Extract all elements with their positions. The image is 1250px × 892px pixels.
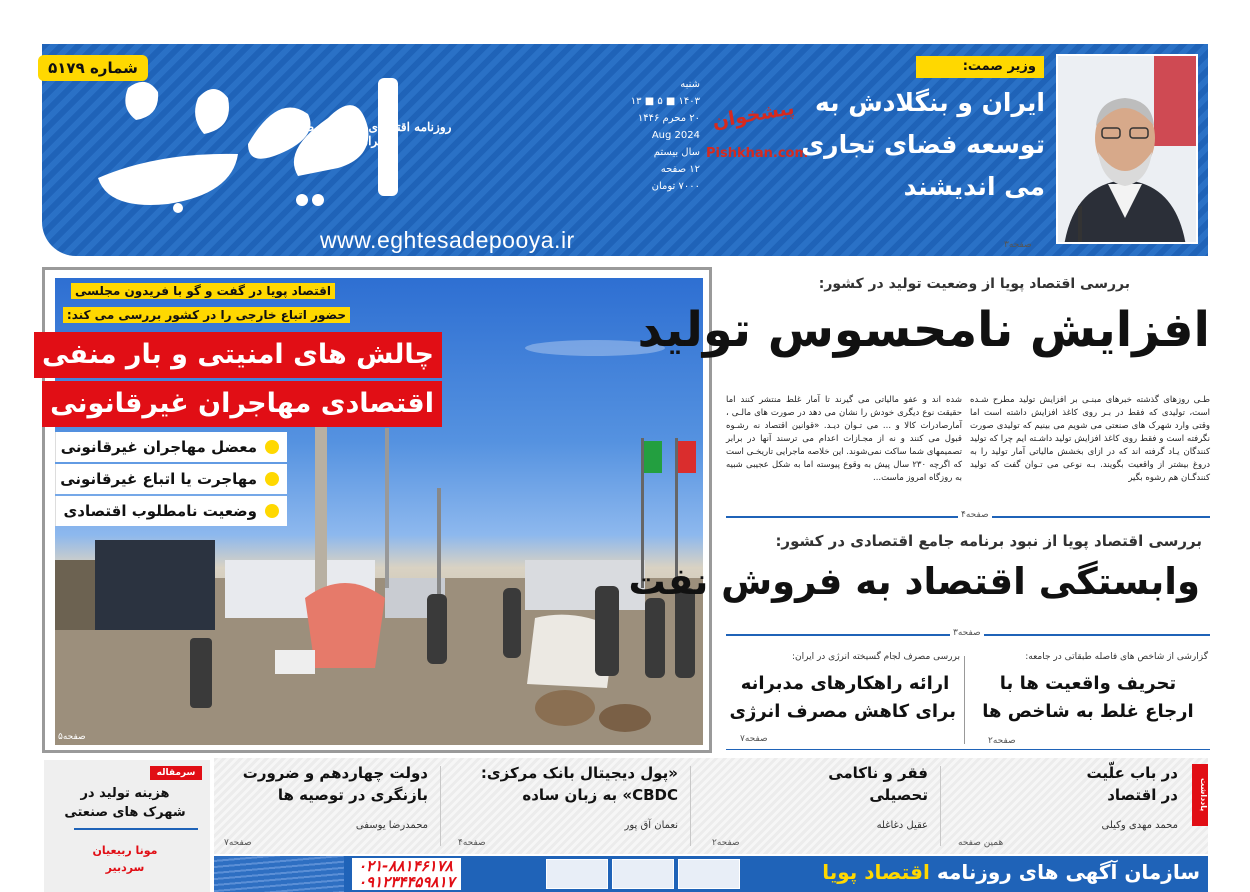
second-headline[interactable]: وابستگی اقتصاد به فروش نفت (628, 560, 1200, 603)
masthead-kicker: وزیر صمت: (916, 56, 1044, 78)
newspaper-thumbnail-icon (678, 859, 740, 889)
editorial-title-line: هزینه تولید در (80, 786, 170, 801)
logo-text: اقتصاد پویا (265, 163, 271, 164)
lead-body-left: شده اند و عفو مالیاتی می گیرند تا آمار غلط منتشر کنند اما حقیقت نوع دیگری خودش را نشان می دهد در صورت های مالـی ، آمارصادرات کالا و ... می تـوان دیـد. «قوانین اقتصاد نه رشـوه قبول می کنند و نه از مجـازات اعدام می ترسند آنها در برابر تصمیمهای شما ساکت نمی‌شوند. این خلاصه ماجرایی تاریخـی است که اگرچه ۲۳۰ سال پیش به وقوع پیوسته اما به شکل عجیبی شبیه به روزگاه امروز ماست... (726, 395, 963, 483)
lead-body-right: طـی روزهای گذشته خبرهای مبنـی بر افزایش تولید مطرح شـده است، تولیدی که فقط در بـر روی کاغذ افزایش داشته است اما وقتی وارد شهرک های صنعتی می شویم می بینیم که تولیدی صورت نگرفته است و فقط روی کاغذ افزایش تولید داشـته ایم چرا که تولید کنندگان یـاد گرفته اند که در ازای بخشش مالیاتی آمار تولید را به دروغ بیشتر از واقعیت بگویند. بـه نوعی می تـوان گفت که تولید کنندگـان هم رشوه بگیر (970, 395, 1210, 483)
masthead-headline[interactable] (760, 82, 1045, 208)
minister-photo (1056, 54, 1198, 244)
ad-brand: اقتصاد پویا (822, 860, 930, 884)
ad-phone-line: ۰۲۱-۸۸۱۴۶۱۷۸ (358, 857, 453, 875)
bullet-dot-icon (265, 504, 279, 518)
column-separator (940, 766, 941, 846)
note-title-line: بازنگری در توصیه ها (277, 786, 428, 804)
feature-headline-line[interactable]: اقتصادی مهاجران غیرقانونی (42, 381, 442, 427)
date-box (630, 76, 700, 195)
second-kicker: بررسی اقتصاد پویا از نبود برنامه جامع اقتصادی در کشور: (775, 532, 1202, 550)
note-title-line: در باب علّیت (1086, 764, 1178, 782)
date-weekday: شنبه (680, 79, 700, 90)
sub-left-headline-line: برای کاهش مصرف انرژی (729, 701, 956, 722)
note-title-line: دولت چهاردهم و ضرورت (242, 764, 428, 782)
masthead-headline-line: ایران و بنگلادش به (814, 88, 1045, 117)
column-separator (690, 766, 691, 846)
ad-phone-line: ۰۹۱۲۳۴۴۵۹۸۱۷ (358, 873, 455, 891)
editorial-author (50, 842, 200, 876)
date-gregorian: 2024 Aug (651, 130, 700, 141)
ad-banner[interactable] (214, 856, 1208, 892)
note-title[interactable] (828, 762, 928, 806)
page-ref: صفحه۳ (950, 628, 984, 638)
feature-kicker-line: اقتصاد پویا در گفت و گو با فریدون مجلسی (71, 283, 335, 299)
page-ref: همین صفحه (958, 838, 1004, 848)
newspaper-thumbnail-icon (612, 859, 674, 889)
bullet-dot-icon (265, 472, 279, 486)
page-ref: صفحه۷ (224, 838, 252, 848)
note-author: عقیل دغاغله (876, 820, 928, 831)
page-ref: صفحه۲ (988, 736, 1016, 746)
date-solar: ۱۴۰۳ ■ ۵ ■ ۱۳ (630, 96, 700, 107)
feature-headline-line[interactable]: چالش های امنیتی و بار منفی (34, 332, 442, 378)
column-separator (964, 656, 965, 744)
page-ref: صفحه۲ (712, 838, 740, 848)
feature-bullet (55, 432, 287, 462)
newspaper-thumbnail-icon (546, 859, 608, 889)
note-title-line: «پول دیجیتال بانک مرکزی: (480, 764, 678, 782)
issue-number: شماره ۵۱۷۹ (38, 55, 148, 81)
sub-right-headline[interactable] (980, 670, 1196, 726)
bullet-text: مهاجرت یا اتباع غیرقانونی (60, 470, 257, 488)
website-url[interactable]: www.eghtesadepooya.ir (320, 227, 575, 253)
editorial-tag: سرمقاله (150, 766, 202, 780)
page-ref: صفحه۳ (1004, 240, 1032, 250)
masthead-headline-line: توسعه فضای تجاری (801, 130, 1045, 159)
notes-tag: یادداشت (1192, 764, 1208, 826)
masthead-headline-line: می اندیشند (903, 172, 1045, 201)
divider (74, 828, 198, 830)
bullet-text: وضعیت نامطلوب اقتصادی (63, 502, 257, 520)
sub-left-headline-line: ارائه راهکارهای مدبرانه (740, 673, 950, 694)
editorial-title-line: شهرک های صنعتی (64, 805, 186, 820)
sub-right-headline-line: تحریف واقعیت ها با (999, 673, 1177, 694)
tagline: روزنامه اقتصادی، اجتماعی صبح ایران (292, 120, 452, 148)
editorial-title (50, 784, 200, 822)
bullet-text: معضل مهاجران غیرقانونی (60, 438, 257, 456)
sub-left-headline[interactable] (729, 670, 956, 726)
price: ۷۰۰۰ تومان (651, 181, 700, 192)
ad-decoration (214, 856, 344, 892)
volume-year: سال بیستم (653, 147, 700, 158)
note-title[interactable] (481, 762, 678, 806)
note-title-line: CBDC» به زبان ساده (522, 786, 678, 804)
date-lunar: ۲۰ محرم ۱۴۴۶ (637, 113, 700, 124)
ad-prefix: سازمان آگهی های روزنامه (936, 860, 1200, 884)
page-count: ۱۲ صفحه (660, 164, 700, 175)
column-separator (440, 766, 441, 846)
ad-phone-numbers (352, 858, 461, 890)
bullet-dot-icon (265, 440, 279, 454)
lead-kicker: بررسی اقتصاد پویا از وضعیت تولید در کشور: (818, 276, 1130, 292)
feature-bullet (55, 464, 287, 494)
page-ref: صفحه۷ (740, 734, 768, 744)
feature-kicker-line: حضور اتباع خارجی را در کشور بررسی می کند: (63, 307, 350, 323)
sub-right-headline-line: ارجاع غلط به شاخص ها (982, 701, 1194, 722)
note-author: نعمان آق پور (624, 820, 678, 831)
note-author: محمد مهدی وکیلی (1101, 820, 1178, 831)
note-title-line: فقر و ناکامی (828, 764, 928, 782)
note-title-line: تحصیلی (869, 786, 928, 804)
page-ref: صفحه۵ (58, 732, 86, 742)
sub-left-kicker: بررسی مصرف لجام گسیخته انرژی در ایران: (791, 652, 960, 662)
editorial-author-line: مونا ربیعیان (92, 844, 158, 857)
editorial-box[interactable] (44, 760, 210, 892)
watermark-en: Pishkhan.com (706, 146, 809, 161)
feature-bullet-list (55, 432, 287, 524)
feature-bullet (55, 496, 287, 526)
ad-text (822, 860, 1200, 884)
sub-right-kicker: گزارشی از شاخص های فاصله طبقاتی در جامعه: (1025, 652, 1208, 662)
note-title[interactable] (1087, 762, 1179, 806)
editorial-author-line: سردبیر (105, 861, 145, 874)
note-title[interactable] (243, 762, 428, 806)
page-ref: صفحه۴ (958, 510, 992, 520)
divider (726, 749, 1210, 750)
page-ref: صفحه۴ (458, 838, 486, 848)
note-title-line: در اقتصاد (1107, 786, 1178, 804)
lead-headline[interactable]: افزایش نامحسوس تولید (637, 302, 1210, 358)
watermark-fa: پیشخوان (710, 96, 796, 134)
note-author: محمدرضا یوسفی (355, 820, 428, 831)
